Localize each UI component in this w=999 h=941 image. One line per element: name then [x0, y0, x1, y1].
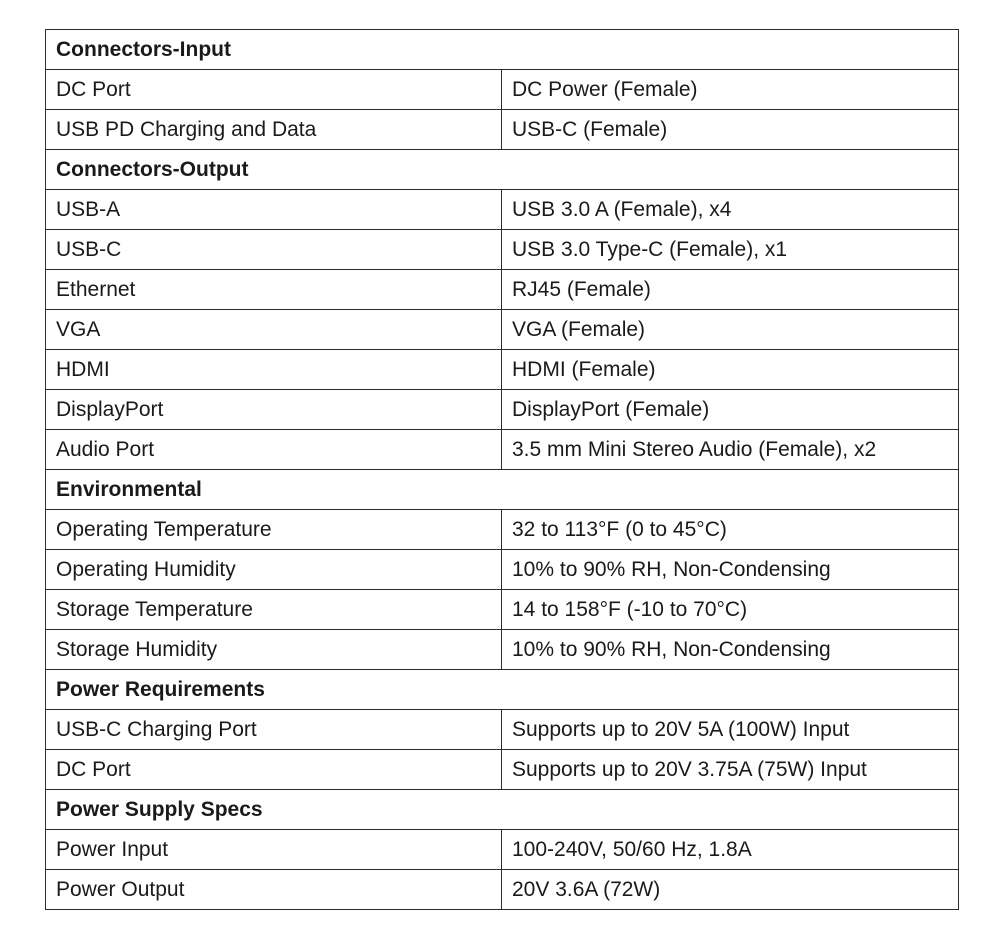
section-header-row: [46, 150, 959, 190]
table-row: [46, 430, 959, 470]
spec-value: DC Power (Female): [502, 70, 959, 110]
section-header-row: [46, 470, 959, 510]
spec-value: 100-240V, 50/60 Hz, 1.8A: [502, 830, 959, 870]
table-row: [46, 70, 959, 110]
spec-value: 10% to 90% RH, Non-Condensing: [502, 550, 959, 590]
table-row: [46, 630, 959, 670]
spec-label: Operating Humidity: [46, 550, 502, 590]
spec-value: VGA (Female): [502, 310, 959, 350]
table-row: [46, 750, 959, 790]
spec-label: Audio Port: [46, 430, 502, 470]
table-row: [46, 590, 959, 630]
table-row: [46, 270, 959, 310]
spec-label: Storage Temperature: [46, 590, 502, 630]
table-row: [46, 350, 959, 390]
table-row: [46, 710, 959, 750]
spec-value: USB 3.0 A (Female), x4: [502, 190, 959, 230]
section-title: Power Requirements: [46, 670, 959, 710]
section-title: Environmental: [46, 470, 959, 510]
table-row: [46, 230, 959, 270]
section-header-row: [46, 30, 959, 70]
section-title: Connectors-Output: [46, 150, 959, 190]
table-row: [46, 110, 959, 150]
spec-value: RJ45 (Female): [502, 270, 959, 310]
spec-label: DisplayPort: [46, 390, 502, 430]
spec-value: USB-C (Female): [502, 110, 959, 150]
spec-value: DisplayPort (Female): [502, 390, 959, 430]
specifications-table: [45, 29, 959, 910]
spec-value: HDMI (Female): [502, 350, 959, 390]
section-header-row: [46, 670, 959, 710]
table-row: [46, 390, 959, 430]
spec-label: VGA: [46, 310, 502, 350]
spec-value: USB 3.0 Type-C (Female), x1: [502, 230, 959, 270]
spec-value: 3.5 mm Mini Stereo Audio (Female), x2: [502, 430, 959, 470]
table-row: [46, 550, 959, 590]
specifications-table-body: [46, 30, 959, 910]
spec-value: 14 to 158°F (-10 to 70°C): [502, 590, 959, 630]
spec-label: HDMI: [46, 350, 502, 390]
spec-label: DC Port: [46, 750, 502, 790]
spec-value: 10% to 90% RH, Non-Condensing: [502, 630, 959, 670]
spec-label: Operating Temperature: [46, 510, 502, 550]
spec-value: Supports up to 20V 5A (100W) Input: [502, 710, 959, 750]
table-row: [46, 310, 959, 350]
spec-label: Power Input: [46, 830, 502, 870]
spec-label: USB-A: [46, 190, 502, 230]
spec-value: 32 to 113°F (0 to 45°C): [502, 510, 959, 550]
table-row: [46, 830, 959, 870]
spec-value: 20V 3.6A (72W): [502, 870, 959, 910]
spec-label: Storage Humidity: [46, 630, 502, 670]
spec-label: Power Output: [46, 870, 502, 910]
spec-label: USB PD Charging and Data: [46, 110, 502, 150]
spec-label: Ethernet: [46, 270, 502, 310]
spec-label: USB-C Charging Port: [46, 710, 502, 750]
table-row: [46, 510, 959, 550]
section-title: Connectors-Input: [46, 30, 959, 70]
section-header-row: [46, 790, 959, 830]
spec-label: DC Port: [46, 70, 502, 110]
table-row: [46, 870, 959, 910]
table-row: [46, 190, 959, 230]
section-title: Power Supply Specs: [46, 790, 959, 830]
spec-value: Supports up to 20V 3.75A (75W) Input: [502, 750, 959, 790]
spec-label: USB-C: [46, 230, 502, 270]
